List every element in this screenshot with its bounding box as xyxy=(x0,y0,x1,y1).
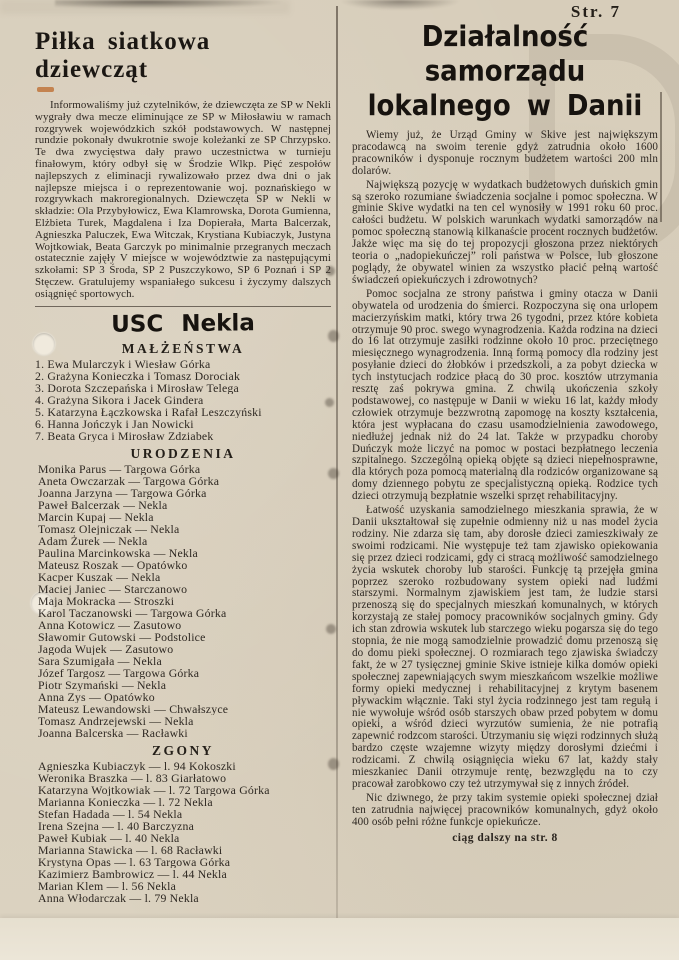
page-bottom-margin xyxy=(0,918,679,960)
list-item: Krystyna Opas — l. 63 Targowa Górka xyxy=(38,855,231,868)
list-item: Monika Parus — Targowa Górka xyxy=(38,462,201,475)
list-item: Paweł Kubiak — l. 40 Nekla xyxy=(38,831,180,844)
list-item: Joanna Jarzyna — Targowa Górka xyxy=(38,486,207,499)
list-item: Marian Klem — l. 56 Nekla xyxy=(38,879,177,892)
page-number: Str. 7 xyxy=(570,2,621,21)
list-item: 6. Hanna Jończyk i Jan Nowicki xyxy=(35,417,194,430)
list-item: Kacper Kuszak — Nekla xyxy=(38,570,161,583)
list-item: Paweł Balcerzak — Nekla xyxy=(38,498,168,511)
births-list xyxy=(35,463,331,739)
section-divider-rule xyxy=(35,306,331,307)
article-title-denmark: Działalność samorządu lokalnego w Danii xyxy=(367,21,643,123)
list-item: Mateusz Lewandowski — Chwałszyce xyxy=(38,702,229,715)
deaths-list xyxy=(35,760,331,904)
list-item: Tomasz Andrzejewski — Nekla xyxy=(38,714,194,727)
page-edge-line xyxy=(660,92,662,222)
paragraph: Największą pozycję w wydatkach budżetowych duńskich gmin są szeroko rozumiane świadczenia socjalne i pomoc społeczna. W gminie Skive wydatki na ten cel wynosiły w 1991 roku 60 proc. całości budżetu. W polskich warunkach wydatki samorządów na pomoc społeczną stanowią kilkanaście procent rocznych budżetów. Jakże więc ma się do tej propozycji głoszona przez niektórych teoria o „nadopiekuńczej” roli państwa w Polsce, lub głoszone poglądy, że obywatel winien za wszystko płacić pełną wartość świadczeń opiekuńczych i zdrowotnych? xyxy=(352,178,658,286)
list-item: Mateusz Roszak — Opatówko xyxy=(38,558,188,571)
article-body-denmark xyxy=(352,130,658,829)
list-item: Joanna Balcerska — Racławki xyxy=(38,726,188,739)
list-item: 2. Grażyna Konieczka i Tomasz Dorociak xyxy=(35,369,241,382)
list-item: Kazimierz Bambrowicz — l. 44 Nekla xyxy=(38,867,227,880)
article-title-volleyball: Piłka siatkowa dziewcząt xyxy=(35,28,211,83)
list-item: Marianna Stawicka — l. 68 Racławki xyxy=(38,843,223,856)
usc-nekla-title: USC Nekla xyxy=(111,309,255,338)
paragraph: Łatwość uzyskania samodzielnego mieszkania sprawia, że w Danii ukształtował się zupełnie odmienny niż u nas model życia rodziny. Nie zdarza się tam, aby dorosłe dzieci zamieszkiwały ze swoimi rodzicami. Nie występuje też tam zjawisko opiekowania się przez dzieci rodzicami, gdy ci stracą możliwość samodzielnego życia wskutek choroby lub starości. Funkcję tą przejęła gmina poprzez szeroko rozbudowany system opieki nad ludźmi starszymi. Normalnym zjawiskiem jest tam, że ludzie starsi przenoszą się do specjalnych mieszkań komunalnych, w których korzystają ze stałej pomocy pracowników socjalnych gminy. Gdy ich stan zdrowia wskutek lub starczego wieku pogarsza się do tego stopnia, że nie mogą samodzielnie prowadzić domu przenoszą się do domu pieki społecznej. O rozmiarach tego zjawiska świadczy fakt, że w 27 tysięcznej gminie Skive istnieje kilka domów opieki społecznej zapewniających swym mieszkańcom wszelkie możliwe formy opieki medycznej i rehabilitacyjnej z krytym basenem pływackim włącznie. Taki styl życia rodzinnego jest tam regułą i nie wywołuje wśród osób starszych obaw przed pobytem w domu opieki, a wśród dzieci wyrzutów sumienia, że nie potrafią zapewnić rodzcom starości. Utrzymaniu się więzi rodzinnych służą bardzo częste wzajemne wizyty między dorosłymi dziećmi i rodzicami. Z chwilą osiągnięcia wieku 67 lat, każdy stały mieszkaniec Danii otrzymuje rentę, bezwzględu na to czy pracował zarobkowo czy też utrzymywał się z innych źródeł. xyxy=(352,504,658,790)
heading-marriages: MAŁŻEŃSTWA xyxy=(121,340,245,356)
paragraph: Wiemy już, że Urząd Gminy w Skive jest największym pracodawcą na swoim terenie gdyż zatrudnia około 1600 pracowników i dysponuje rocznym budżetem wartości 200 mln dolarów. xyxy=(352,129,658,177)
paragraph: Nic dziwnego, że przy takim systemie opieki społecznej dział ten zatrudnia najwięcej pracowników komunalnych, gdyż około 400 osób pełni różne funkcje opiekuńcze. xyxy=(352,791,658,828)
list-item: Sara Szumigała — Nekla xyxy=(38,654,162,667)
left-column xyxy=(35,28,331,904)
list-item: 4. Grażyna Sikora i Jacek Gindera xyxy=(35,393,204,406)
list-item: Piotr Szymański — Nekla xyxy=(38,678,167,691)
continuation-note: ciąg dalszy na str. 8 xyxy=(452,831,558,844)
list-item: Jagoda Wujek — Zasutowo xyxy=(38,642,174,655)
list-item: Anna Zys — Opatówko xyxy=(38,690,155,703)
list-item: 5. Katarzyna Łączkowska i Rafał Leszczyński xyxy=(35,405,262,418)
list-item: Maja Mokracka — Stroszki xyxy=(38,594,175,607)
list-item: Maciej Janiec — Starczanowo xyxy=(38,582,188,595)
heading-deaths: ZGONY xyxy=(151,742,214,758)
list-item: Aneta Owczarzak — Targowa Górka xyxy=(38,474,220,487)
list-item: Paulina Marcinkowska — Nekla xyxy=(38,546,198,559)
list-item: 3. Dorota Szczepańska i Mirosław Telega xyxy=(35,381,239,394)
list-item: Weronika Braszka — l. 83 Giarłatowo xyxy=(38,771,227,784)
list-item: Marcin Kupaj — Nekla xyxy=(38,510,154,523)
list-item: Karol Taczanowski — Targowa Górka xyxy=(38,606,227,619)
list-item: Stefan Hadada — l. 54 Nekla xyxy=(38,807,183,820)
article-body-volleyball: Informowaliśmy już czytelników, że dziewczęta ze SP w Nekli wygrały dwa mecze eliminujące ze SP w Miłosławiu w ramach rozgrywek wojewódzkich szkół podstawowych. W następnej rundzie pokonały dwukrotnie swoje koleżanki ze SP Chrzypsko. Te dwa zwycięstwa dały prawo uczestnictwa w turnieju finałowym, który odbył się w Środzie Wlkp. Pięć zespołów najlepszych z eliminacji rywalizowało przez dwa dni o jak najlepsze miejsca i o reprezentowanie woj. poznańskiego w rozgrywkach makroregionalnych. Dziewczęta SP w Nekli w składzie: Ola Przybyłowicz, Ewa Klamrowska, Dorota Gumienna, Elżbieta Turek, Magdalena i Iza Dopierała, Marta Balcerzak, Agnieszka Paluczek, Ewa Witczak, Krystiana Kubiaczyk, Justyna Wojtkowiak, Beata Garczyk po minimalnie przegranych meczach ostatecznie zajęły V miejsce w województwie za następującymi szkołami: SP 3 Środa, SP 2 Puszczykowo, SP 6 Poznań i SP 2 Stęczew. Gratulujemy wspaniałego sukcesu i życzymy dalszych osiągnięć sportowych. xyxy=(35,99,331,300)
ink-smudge xyxy=(340,0,460,10)
list-item: Adam Żurek — Nekla xyxy=(38,534,148,547)
list-item: 1. Ewa Mularczyk i Wiesław Górka xyxy=(35,357,211,370)
paragraph: Pomoc socjalna ze strony państwa i gminy otacza w Danii obywatela od urodzenia do śmierci. Rozpoczyna się ona urlopem macierzyńskim matki, który trwa 26 tygodni, przez które kobieta otrzymuje 90 proc. swego wynagrodzenia. Każda rodzina na dzieci do 16 lat otrzymuje zasiłki rodzinne około 10 proc. przeciętnego miesięcznego wynagrodzenia. Inną formą pomocy dla rodziny jest posyłanie dzieci do żłobków i przedszkoli, a za pobyt dziecka w tych instytucjach rodzice płacą do 30 proc. kosztów utrzymania resztę zaś pokrywa gmina. Z chwilą ukończenia szkoły podstawowej, co następuje w Danii w wieku 16 lat, każdy młody człowiek otrzymuje bezzwrotną zapomogę na koszty kształcenia, która jest wypłacana do czasu usamodzielnienia zawodowego, niedłużej jednak niż do 24 lat. Także w przypadku choroby Duńczyk może liczyć na pomoc w postaci bezpłatnego leczenia szpitalnego. Szczególną opieką objęte są dzieci niepełnosprawne, dla których poza pomocą materialną dla rodziców organizowane są domy dziennego pobytu ze specjalistyczną opieką. Rodzice tych dzieci otrzymują bezpłatnie wszelki sprzęt rehabilitacyjny. xyxy=(352,287,658,503)
ghost-print xyxy=(0,0,290,14)
list-item: Anna Kotowicz — Zasutowo xyxy=(38,618,182,631)
list-item: Sławomir Gutowski — Podstolice xyxy=(38,630,206,643)
list-item: Agnieszka Kubiaczyk — l. 94 Kokoszki xyxy=(38,759,236,772)
heading-births: URODZENIA xyxy=(130,445,236,461)
list-item: Józef Targosz — Targowa Górka xyxy=(38,666,200,679)
list-item: Katarzyna Wojtkowiak — l. 72 Targowa Górka xyxy=(38,783,270,796)
list-item: Marianna Konieczka — l. 72 Nekla xyxy=(38,795,213,808)
list-item: Tomasz Olejniczak — Nekla xyxy=(38,522,180,535)
right-column xyxy=(352,16,658,844)
list-item: Irena Szejna — l. 40 Barczyzna xyxy=(38,819,195,832)
list-item: 7. Beata Gryca i Mirosław Zdziabek xyxy=(35,429,214,442)
list-item: Anna Włodarczak — l. 79 Nekla xyxy=(38,891,199,904)
marriages-list xyxy=(35,358,331,442)
accent-mark xyxy=(37,87,54,92)
